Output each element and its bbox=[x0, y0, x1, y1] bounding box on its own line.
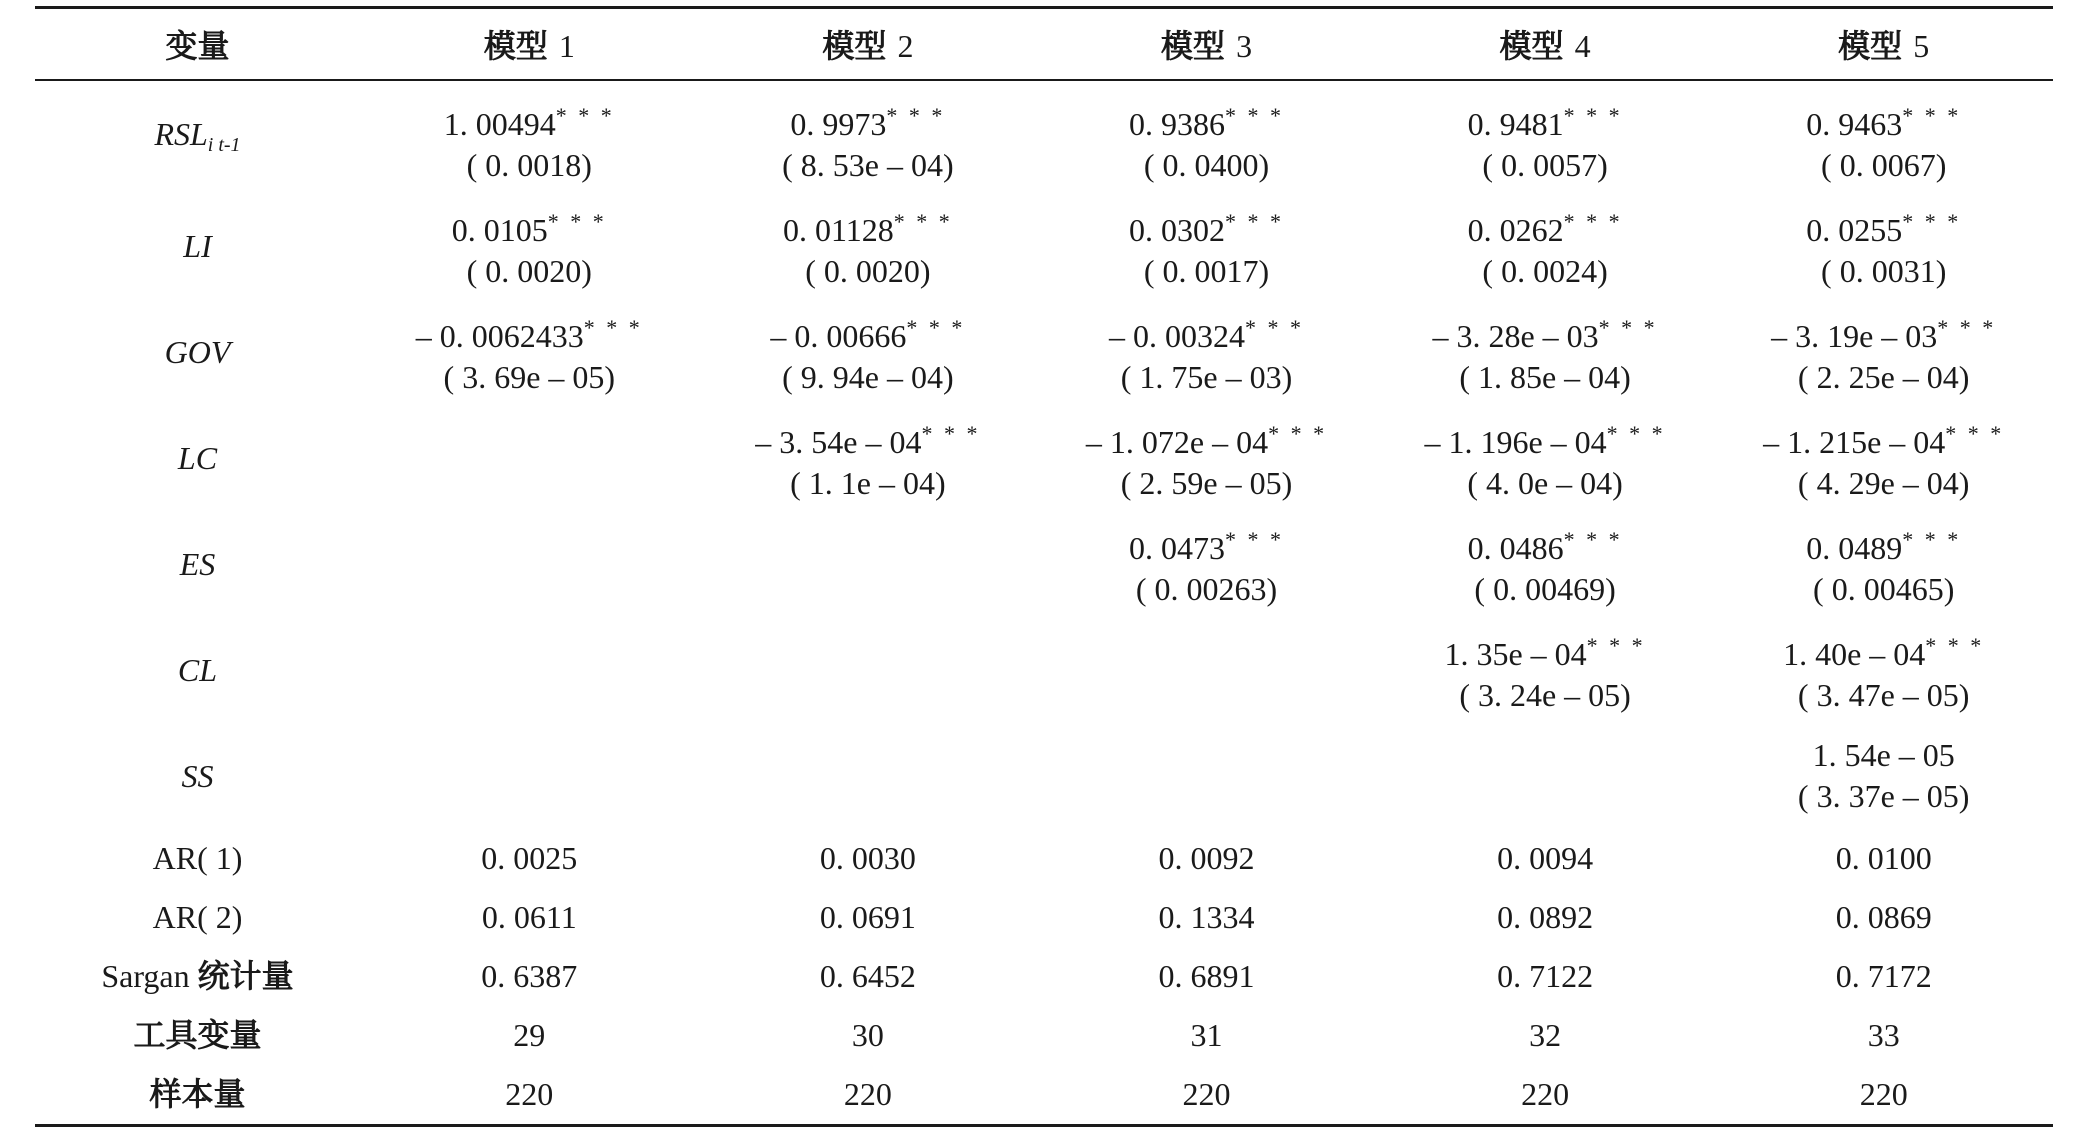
cell-ss-model-2 bbox=[699, 723, 1038, 829]
row-label-gov: GOV bbox=[164, 333, 231, 370]
cell-sargan-model-4: 0. 7122 bbox=[1497, 958, 1594, 994]
cell-instruments-model-3: 31 bbox=[1190, 1017, 1223, 1053]
cell-gov-model-1: – 0. 0062433* * * ( 3. 69e – 05) bbox=[415, 314, 643, 395]
cell-sargan-model-5: 0. 7172 bbox=[1835, 958, 1932, 994]
cell-instruments-model-5: 33 bbox=[1867, 1017, 1900, 1053]
cell-cl-model-1 bbox=[360, 617, 699, 723]
cell-instruments-model-4: 32 bbox=[1529, 1017, 1562, 1053]
row-gov bbox=[35, 299, 2053, 405]
header-model-3: 模型 3 bbox=[1160, 27, 1253, 65]
cell-sample-model-3: 220 bbox=[1182, 1076, 1231, 1112]
cell-rsl-model-5: 0. 9463* * * ( 0. 0067) bbox=[1806, 102, 1962, 183]
cell-ss-model-3 bbox=[1037, 723, 1376, 829]
cell-rsl-model-3: 0. 9386* * * ( 0. 0400) bbox=[1128, 102, 1284, 183]
cell-instruments-model-1: 29 bbox=[513, 1017, 546, 1053]
cell-ar2-model-5: 0. 0869 bbox=[1835, 899, 1932, 935]
cell-ar1-model-4: 0. 0094 bbox=[1497, 840, 1594, 876]
row-label-sargan: Sargan 统计量 bbox=[101, 957, 294, 995]
header-model-4: 模型 4 bbox=[1499, 27, 1591, 65]
cell-ar1-model-3: 0. 0092 bbox=[1158, 840, 1255, 876]
cell-gov-model-4: – 3. 28e – 03* * * ( 1. 85e – 04) bbox=[1432, 314, 1658, 395]
row-instruments bbox=[35, 1006, 2053, 1065]
header-model-1: 模型 1 bbox=[483, 27, 575, 65]
cell-ar2-model-2: 0. 0691 bbox=[819, 899, 916, 935]
cell-ar2-model-3: 0. 1334 bbox=[1158, 899, 1255, 935]
cell-lc-model-3: – 1. 072e – 04* * * ( 2. 59e – 05) bbox=[1085, 420, 1328, 501]
row-label-sample-size: 样本量 bbox=[149, 1075, 246, 1113]
cell-sargan-model-2: 0. 6452 bbox=[819, 958, 916, 994]
row-ss bbox=[35, 723, 2053, 829]
row-ar1 bbox=[35, 829, 2053, 888]
cell-sargan-model-3: 0. 6891 bbox=[1158, 958, 1255, 994]
cell-sample-model-1: 220 bbox=[505, 1076, 554, 1112]
cell-cl-model-2 bbox=[699, 617, 1038, 723]
row-label-instruments: 工具变量 bbox=[133, 1016, 262, 1054]
row-lc bbox=[35, 405, 2053, 511]
cell-es-model-5: 0. 0489* * * ( 0. 00465) bbox=[1806, 526, 1962, 607]
cell-es-model-2 bbox=[699, 511, 1038, 617]
cell-ar2-model-4: 0. 0892 bbox=[1497, 899, 1594, 935]
cell-gov-model-5: – 3. 19e – 03* * * ( 2. 25e – 04) bbox=[1771, 314, 1997, 395]
row-rsl bbox=[35, 80, 2053, 193]
row-cl bbox=[35, 617, 2053, 723]
cell-ss-model-5: 1. 54e – 05 ( 3. 37e – 05) bbox=[1797, 737, 1970, 814]
cell-instruments-model-2: 30 bbox=[851, 1017, 884, 1053]
cell-sample-model-2: 220 bbox=[843, 1076, 892, 1112]
row-sargan bbox=[35, 947, 2053, 1006]
cell-li-model-5: 0. 0255* * * ( 0. 0031) bbox=[1806, 208, 1962, 289]
row-label-cl: CL bbox=[177, 651, 218, 688]
cell-lc-model-5: – 1. 215e – 04* * * ( 4. 29e – 04) bbox=[1763, 420, 2005, 501]
regression-results-table bbox=[35, 6, 2053, 1127]
cell-li-model-2: 0. 01128* * * ( 0. 0020) bbox=[782, 208, 953, 289]
cell-ss-model-4 bbox=[1376, 723, 1715, 829]
cell-li-model-4: 0. 0262* * * ( 0. 0024) bbox=[1467, 208, 1623, 289]
cell-rsl-model-2: 0. 9973* * * ( 8. 53e – 04) bbox=[782, 102, 954, 183]
cell-lc-model-4: – 1. 196e – 04* * * ( 4. 0e – 04) bbox=[1424, 420, 1666, 501]
row-sample-size bbox=[35, 1065, 2053, 1126]
cell-rsl-model-1: 1. 00494* * * ( 0. 0018) bbox=[443, 102, 615, 183]
cell-gov-model-3: – 0. 00324* * * ( 1. 75e – 03) bbox=[1108, 314, 1304, 395]
row-ar2 bbox=[35, 888, 2053, 947]
cell-lc-model-2: – 3. 54e – 04* * * ( 1. 1e – 04) bbox=[755, 420, 981, 501]
header-model-5: 模型 5 bbox=[1838, 27, 1930, 65]
row-label-ar2: AR( 2) bbox=[152, 899, 243, 935]
row-label-lc: LC bbox=[177, 439, 218, 476]
row-label-rsl: $RSL_{i t-1}$ bbox=[154, 116, 241, 156]
cell-cl-model-5: 1. 40e – 04* * * ( 3. 47e – 05) bbox=[1783, 632, 1985, 713]
table-header-row bbox=[35, 8, 2053, 81]
cell-rsl-model-4: 0. 9481* * * ( 0. 0057) bbox=[1467, 102, 1623, 183]
cell-es-model-4: 0. 0486* * * ( 0. 00469) bbox=[1467, 526, 1623, 607]
header-model-2: 模型 2 bbox=[822, 27, 914, 65]
cell-gov-model-2: – 0. 00666* * * ( 9. 94e – 04) bbox=[770, 314, 966, 395]
row-label-ss: SS bbox=[181, 757, 214, 794]
row-label-es: ES bbox=[179, 545, 216, 582]
cell-cl-model-4: 1. 35e – 04* * * ( 3. 24e – 05) bbox=[1444, 632, 1646, 713]
cell-ar1-model-5: 0. 0100 bbox=[1835, 840, 1932, 876]
cell-ss-model-1 bbox=[360, 723, 699, 829]
cell-es-model-3: 0. 0473* * * ( 0. 00263) bbox=[1128, 526, 1284, 607]
cell-ar1-model-2: 0. 0030 bbox=[819, 840, 916, 876]
header-variable: 变量 bbox=[165, 27, 230, 65]
cell-sample-model-5: 220 bbox=[1859, 1076, 1908, 1112]
cell-es-model-1 bbox=[360, 511, 699, 617]
regression-table-container bbox=[35, 6, 2053, 1127]
row-li bbox=[35, 193, 2053, 299]
row-label-li: LI bbox=[183, 227, 212, 264]
cell-sargan-model-1: 0. 6387 bbox=[481, 958, 578, 994]
cell-li-model-1: 0. 0105* * * ( 0. 0020) bbox=[451, 208, 607, 289]
cell-ar2-model-1: 0. 0611 bbox=[481, 899, 577, 935]
cell-li-model-3: 0. 0302* * * ( 0. 0017) bbox=[1128, 208, 1284, 289]
row-es bbox=[35, 511, 2053, 617]
cell-ar1-model-1: 0. 0025 bbox=[481, 840, 578, 876]
row-label-ar1: AR( 1) bbox=[152, 840, 243, 876]
cell-cl-model-3 bbox=[1037, 617, 1376, 723]
cell-lc-model-1 bbox=[360, 405, 699, 511]
cell-sample-model-4: 220 bbox=[1521, 1076, 1570, 1112]
